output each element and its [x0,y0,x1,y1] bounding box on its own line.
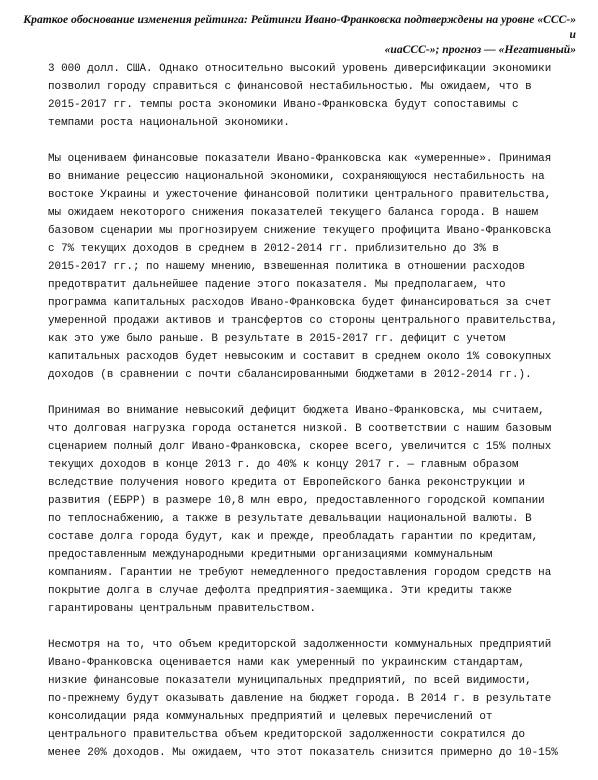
text-line: как это уже было раньше. В результате в 2015-2017 гг. дефицит с учетом [48,333,506,345]
paragraph [48,60,584,132]
text-line: 3 000 долл. США. Однако относительно высокий уровень диверсификации экономики [48,63,552,75]
text-line: с 7% текущих доходов в среднем в 2012-2014 гг. приблизительно до 3% в [48,243,499,255]
text-line: по теплоснабжению, а также в результате девальвации национальной валюты. В [48,513,532,525]
document-body [48,60,584,780]
text-line: что долговая нагрузка города останется низкой. В соответствии с нашим базовым [48,423,552,435]
text-line: позволил городу справиться с финансовой нестабильностью. Мы ожидаем, что в [48,81,532,93]
text-line: по-прежнему будут оказывать давление на бюджет города. В 2014 г. в результате [48,693,552,705]
page-header [20,12,576,57]
text-line: мы ожидаем некоторого снижения показателей текущего баланса города. В нашем [48,207,539,219]
text-line: Принимая во внимание невысокий дефицит бюджета Ивано-Франковска, мы считаем, [48,405,545,417]
text-line: предоставленным международными кредитными организациями коммунальным [48,549,493,561]
text-line: востоке Украины и ужесточение финансовой политики центрального правительства, [48,189,552,201]
text-line: текущих доходов в конце 2013 г. до 40% к концу 2017 г. — главным образом [48,459,519,471]
text-line: покрытие долга в случае дефолта предприятия-заемщика. Эти кредиты также [48,585,513,597]
paragraph [48,402,584,618]
text-line: компаниям. Гарантии не требуют немедленного предоставления городом средств на [48,567,552,579]
text-line: менее 20% доходов. Мы ожидаем, что этот показатель снизится примерно до 10-15% [48,747,558,759]
text-line: темпами роста национальной экономики. [48,117,290,129]
text-line: 2015-2017 гг. темпы роста экономики Ивано-Франковска будут сопоставимы с [48,99,519,111]
text-line: Ивано-Франковска оценивается нами как умеренный по украинским стандартам, [48,657,526,669]
text-line: Мы оцениваем финансовые показатели Ивано-Франковска как «умеренные». Принимая [48,153,552,165]
text-line: вследствие получения нового кредита от Европейского банка реконструкции и [48,477,526,489]
header-line-1: Краткое обоснование изменения рейтинга: Рейтинги Ивано-Франковска подтверждены на уровне «ССС-» и [23,13,576,41]
text-line: центрального правительства объем кредиторской задолженности сократился до [48,729,526,741]
text-line: 2015-2017 гг.; по нашему мнению, взвешенная политика в отношении расходов [48,261,526,273]
text-line: доходов (в сравнении с почти сбалансированными бюджетами в 2012-2014 гг.). [48,369,532,381]
text-line: гарантированы центральным правительством. [48,603,316,615]
text-line: базовом сценарии мы прогнозируем снижение текущего профицита Ивано-Франковска [48,225,552,237]
text-line: во внимание рецессию национальной экономики, сохраняющуюся нестабильность на [48,171,545,183]
text-line: консолидации ряда коммунальных предприятий и целевых перечислений от [48,711,493,723]
text-line: развития (ЕБРР) в размере 10,8 млн евро, предоставленного городской компании [48,495,545,507]
paragraph [48,636,584,762]
paragraph [48,150,584,384]
text-line: умеренной продажи активов и трансфертов со стороны центрального правительства, [48,315,558,327]
text-line: низкие финансовые показатели муниципальных предприятий, по всей видимости, [48,675,532,687]
text-line: капитальных расходов будет невысоким и составит в среднем около 1% совокупных [48,351,552,363]
text-line: предотвратит дальнейшее падение этого показателя. Мы предполагаем, что [48,279,506,291]
text-line: составе долга города будут, как и прежде, преобладать гарантии по кредитам, [48,531,539,543]
text-line: сценарием полный долг Ивано-Франковска, скорее всего, увеличится с 15% полных [48,441,552,453]
text-line: Несмотря на то, что объем кредиторской задолженности коммунальных предприятий [48,639,552,651]
text-line: программа капитальных расходов Ивано-Франковска будет финансироваться за счет [48,297,552,309]
header-line-2: «uaССС-»; прогноз — «Негативный» [384,43,576,56]
